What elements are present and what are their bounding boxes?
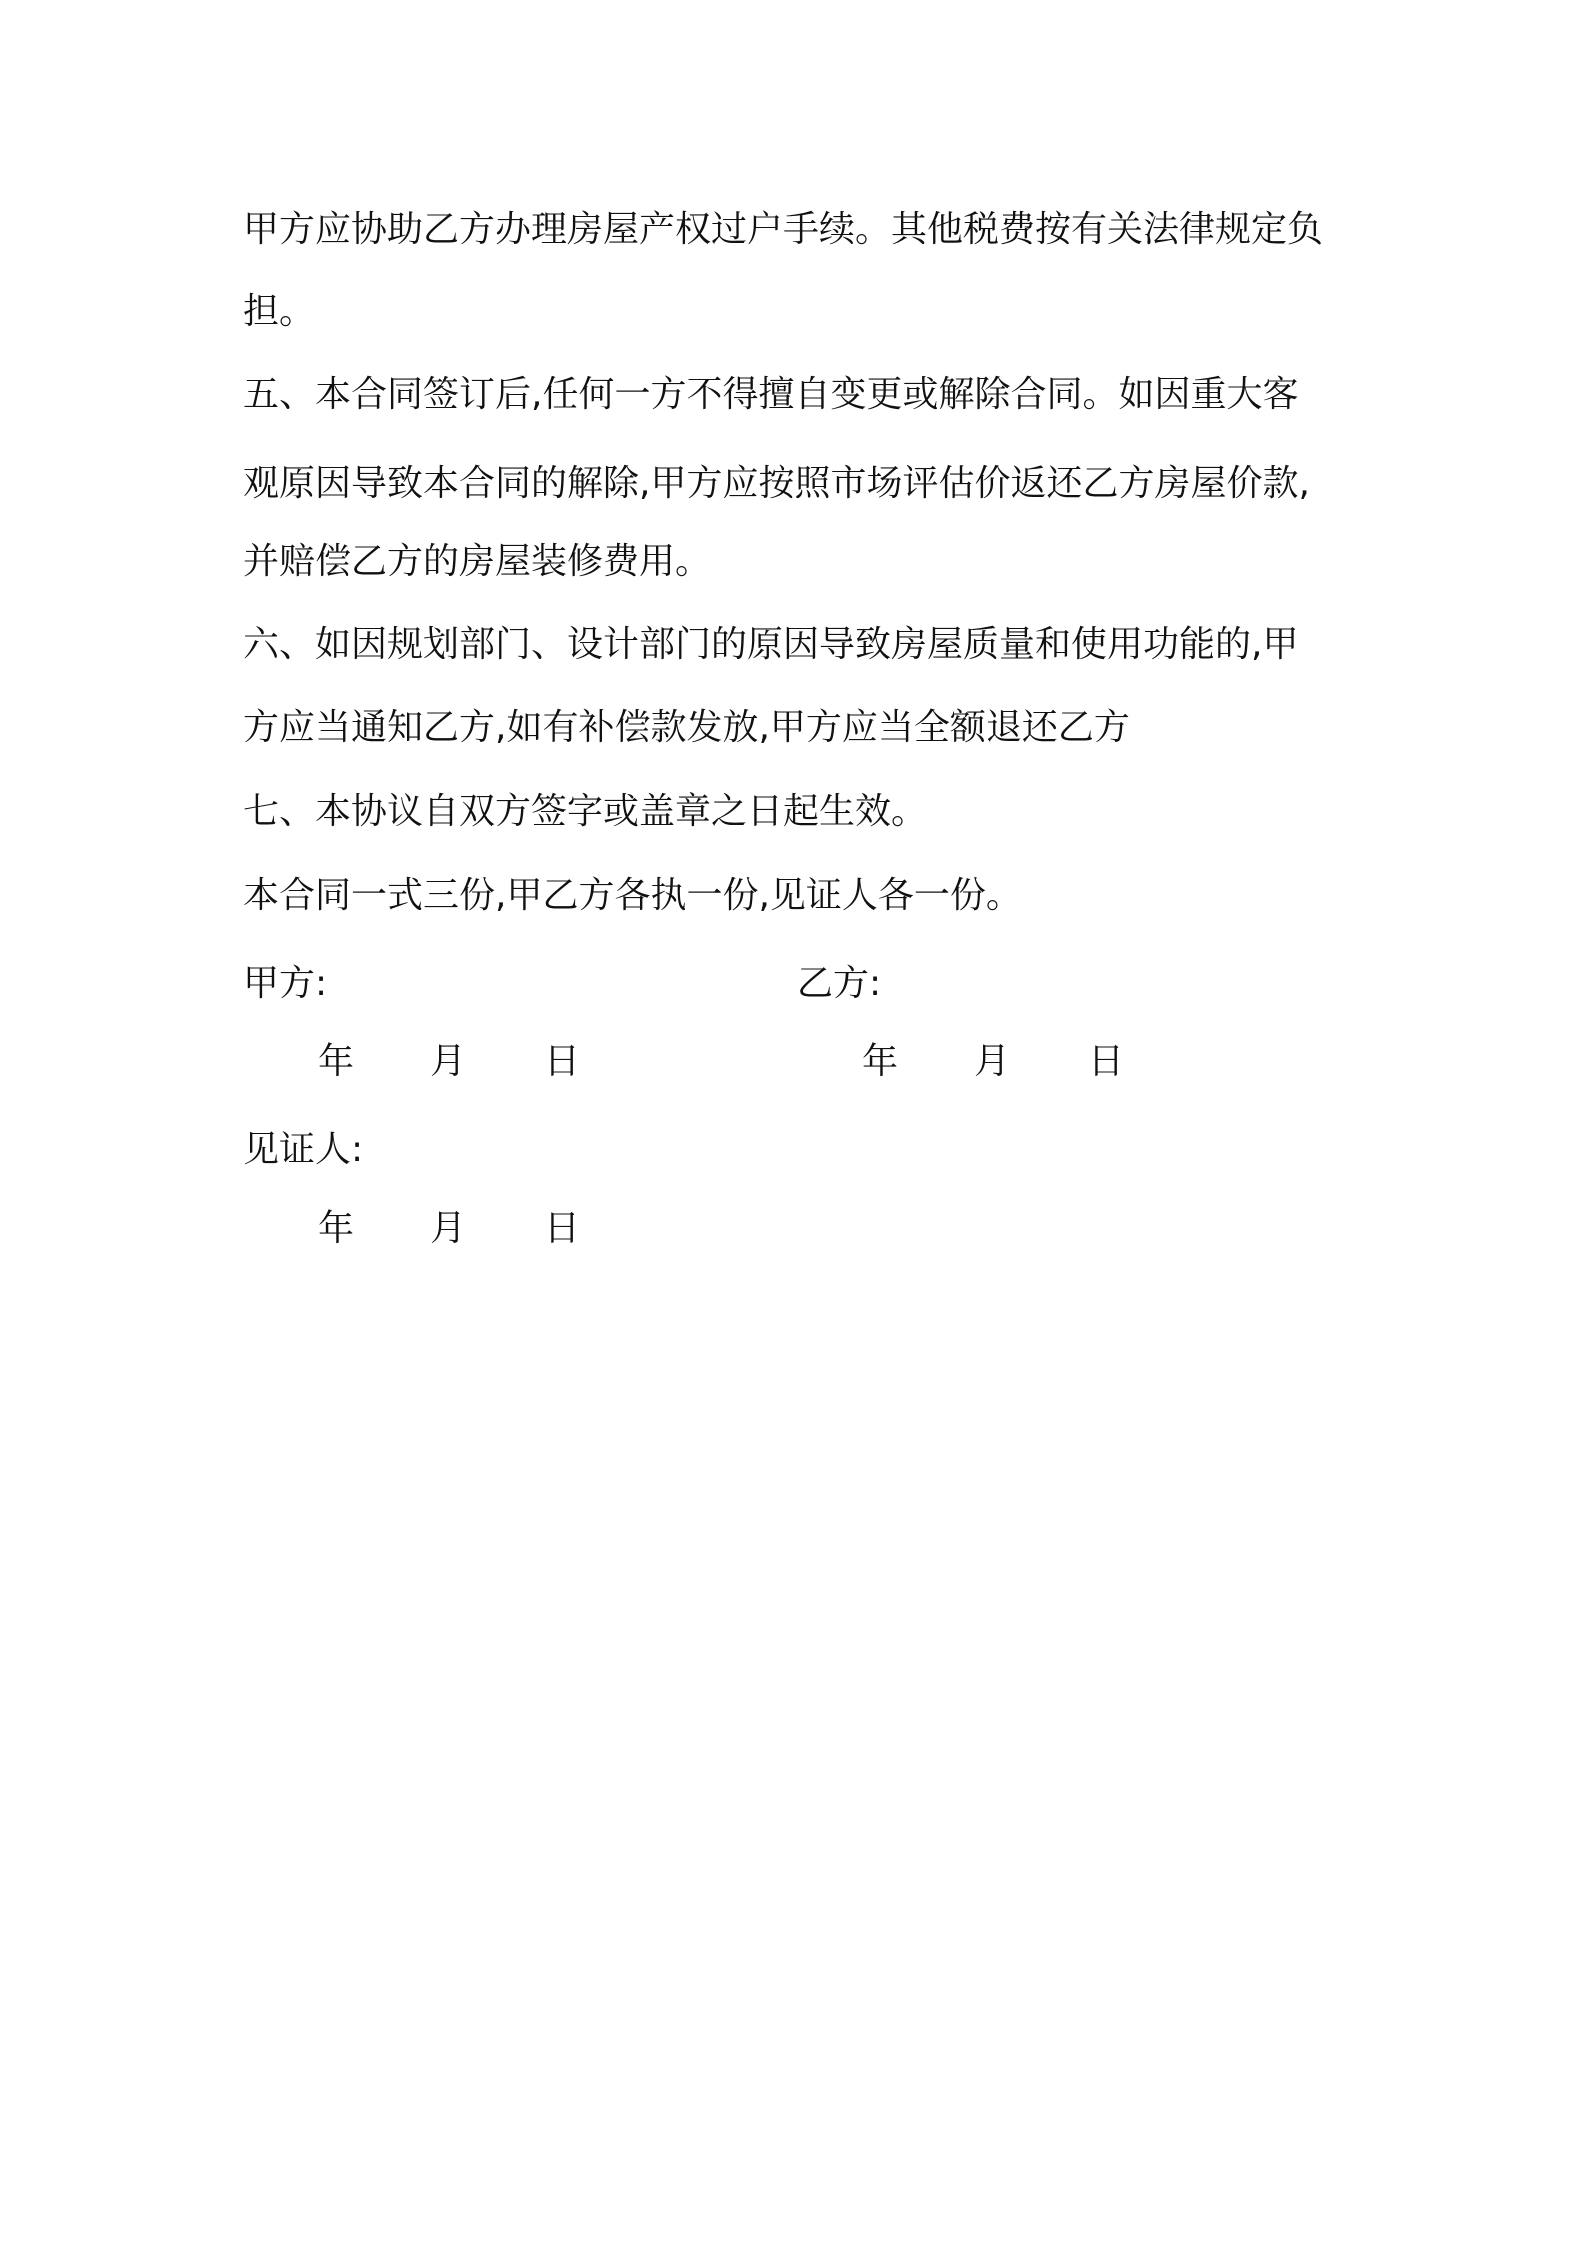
clause-five-line-2: 观原因导致本合同的解除,甲方应按照市场评估价返还乙方房屋价款, (243, 463, 1310, 504)
witness-day: 日 (544, 1208, 581, 1249)
paragraph-line-2: 担。 (243, 291, 316, 332)
party-a-year: 年 (318, 1041, 355, 1082)
party-a-day: 日 (544, 1041, 581, 1082)
party-a-label: 甲方: (243, 963, 328, 1004)
party-b-label: 乙方: (797, 963, 882, 1004)
witness-date (0, 1207, 1586, 1251)
party-b-day: 日 (1088, 1041, 1125, 1082)
party-b-month: 月 (974, 1041, 1011, 1082)
party-b-date (0, 1040, 1586, 1084)
clause-five-line-1: 五、本合同签订后,任何一方不得擅自变更或解除合同。如因重大客 (243, 374, 1299, 415)
witness-month: 月 (430, 1208, 467, 1249)
clause-five-line-3: 并赔偿乙方的房屋装修费用。 (243, 541, 712, 582)
witness-label: 见证人: (243, 1129, 364, 1170)
copies-statement: 本合同一式三份,甲乙方各执一份,见证人各一份。 (243, 875, 1022, 916)
party-b-year: 年 (862, 1041, 899, 1082)
clause-six-line-1: 六、如因规划部门、设计部门的原因导致房屋质量和使用功能的,甲 (243, 624, 1299, 665)
clause-seven: 七、本协议自双方签字或盖章之日起生效。 (243, 791, 928, 832)
clause-six-line-2: 方应当通知乙方,如有补偿款发放,甲方应当全额退还乙方 (243, 707, 1130, 748)
paragraph-line-1: 甲方应协助乙方办理房屋产权过户手续。其他税费按有关法律规定负 (243, 209, 1324, 250)
witness-year: 年 (318, 1208, 355, 1249)
party-a-month: 月 (430, 1041, 467, 1082)
